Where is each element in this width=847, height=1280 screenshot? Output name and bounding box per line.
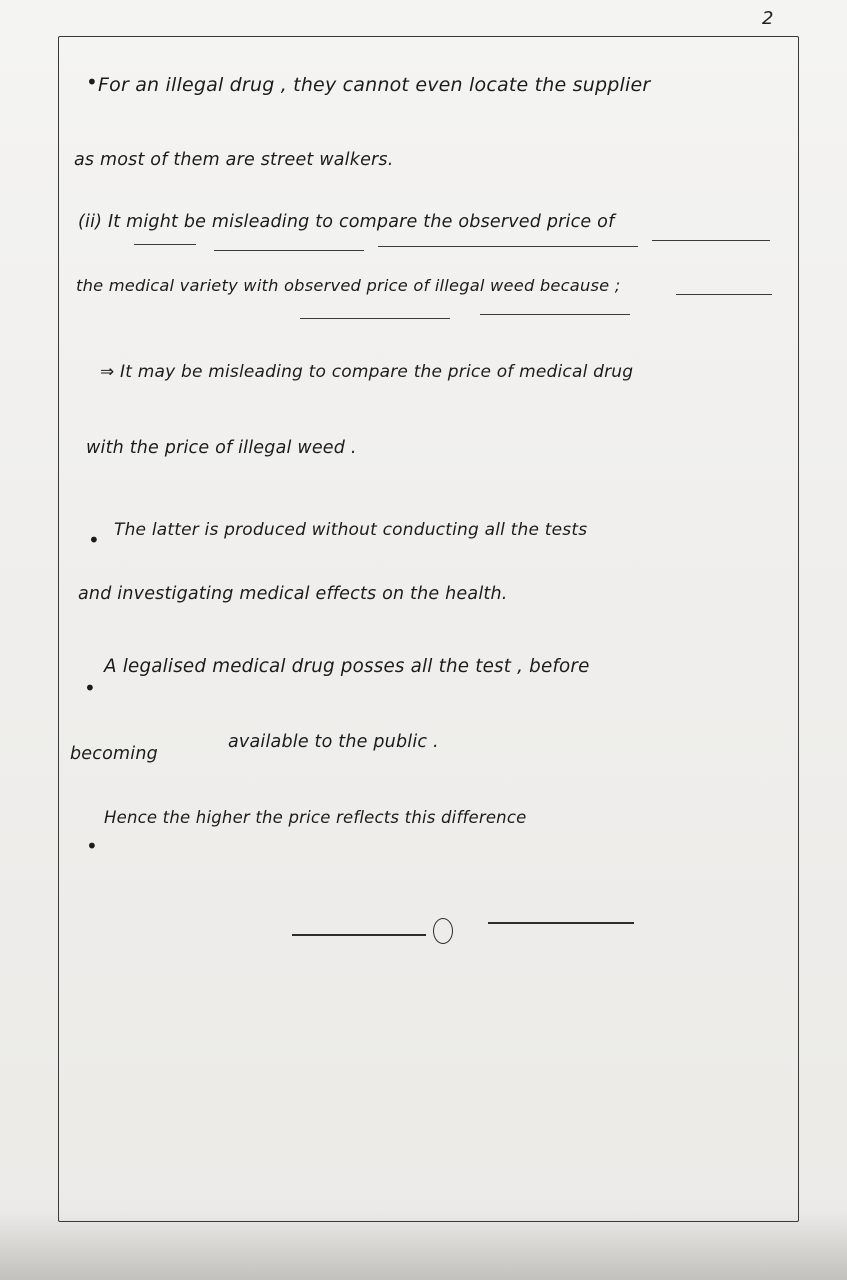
page-number: 2	[762, 8, 774, 29]
end-rule-right	[488, 922, 634, 924]
underline-mark	[652, 240, 770, 241]
bullet-icon: •	[86, 70, 98, 94]
text-line-11: Hence the higher the price reflects this difference	[104, 808, 527, 827]
text-line-3: (ii) It might be misleading to compare the observed price of	[78, 212, 615, 232]
text-line-10-start: becoming	[70, 744, 158, 764]
text-line-7: The latter is produced without conducting all the tests	[114, 520, 588, 540]
end-circle-mark	[433, 918, 453, 944]
text-line-5: ⇒ It may be misleading to compare the price of medical drug	[100, 362, 634, 382]
underline-mark	[214, 250, 364, 251]
bullet-icon: •	[84, 676, 96, 700]
end-rule-left	[292, 934, 426, 936]
text-line-9: A legalised medical drug posses all the test , before	[104, 656, 590, 677]
text-line-6: with the price of illegal weed .	[86, 438, 357, 458]
text-line-4: the medical variety with observed price of illegal weed because ;	[76, 276, 621, 295]
underline-mark	[300, 318, 450, 319]
bullet-icon: •	[86, 834, 98, 858]
text-line-1: For an illegal drug , they cannot even locate the supplier	[98, 74, 651, 96]
underline-mark	[378, 246, 638, 247]
underline-mark	[480, 314, 630, 315]
text-line-10-end: available to the public .	[228, 732, 439, 752]
text-line-8: and investigating medical effects on the health.	[78, 584, 508, 604]
text-line-2: as most of them are street walkers.	[74, 150, 394, 170]
underline-mark	[676, 294, 772, 295]
bullet-icon: •	[88, 528, 100, 552]
underline-mark	[134, 244, 196, 245]
